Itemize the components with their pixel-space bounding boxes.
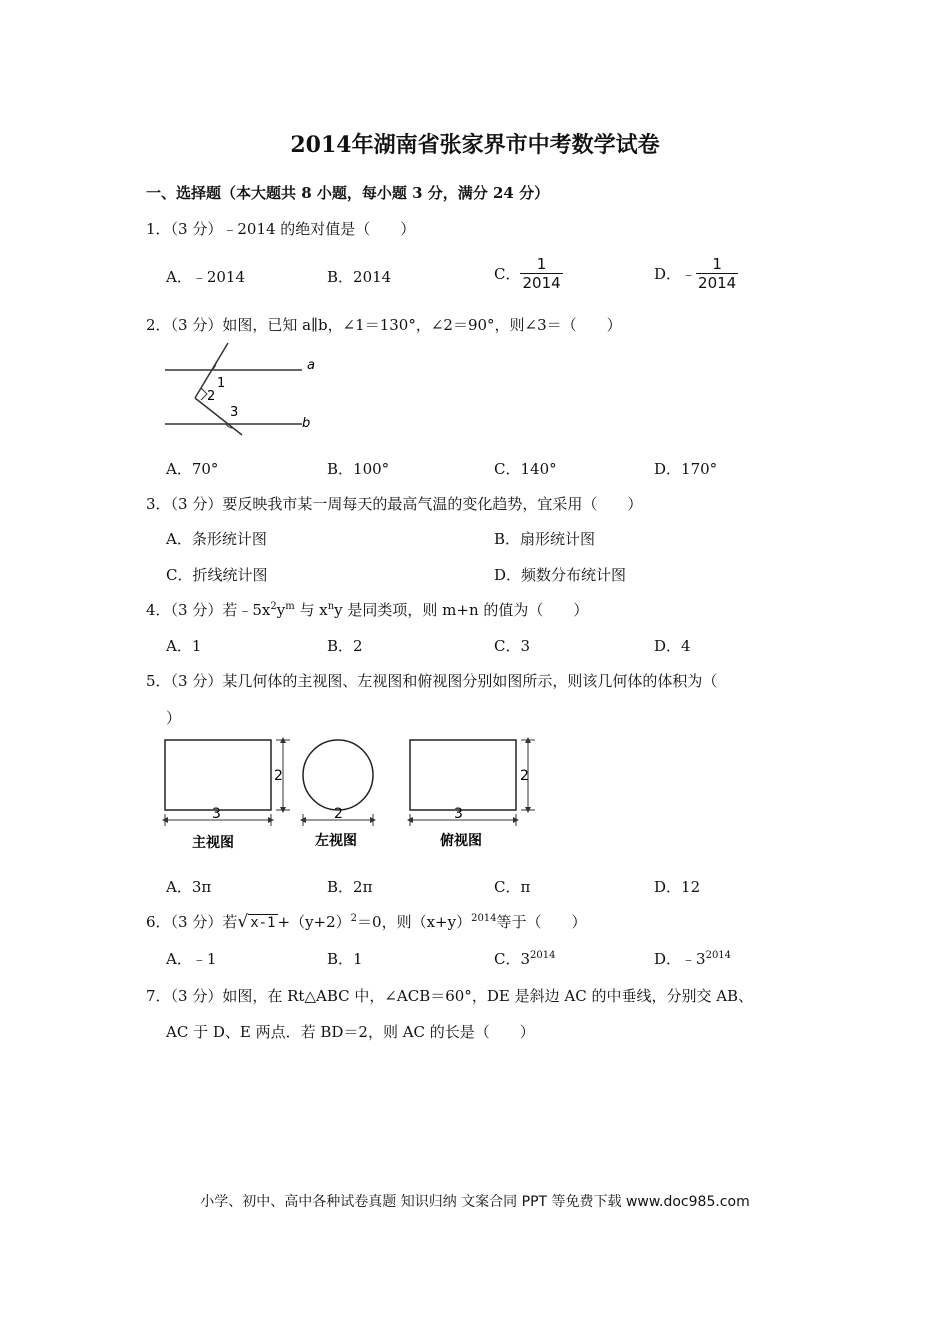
q6-mid: +（y+2） xyxy=(277,913,351,931)
q5-stem: 5．（3 分）某几何体的主视图、左视图和俯视图分别如图所示，则该几何体的体积为（ xyxy=(146,672,718,690)
q4-mid2: 与 x xyxy=(294,601,328,619)
q1-option-c-label: C． xyxy=(494,265,521,283)
top-view-caption: 俯视图 xyxy=(440,833,482,849)
top-view-rect xyxy=(410,740,516,810)
radical-sign: √ xyxy=(237,912,249,932)
label-angle1: 1 xyxy=(217,376,226,391)
main-view-width-label: 3 xyxy=(212,806,221,822)
q6-option-d xyxy=(654,948,731,969)
q5-stem-close: ） xyxy=(166,709,182,727)
q6-mid2: ＝0，则（x+y） xyxy=(357,913,472,931)
page-footer: 小学、初中、高中各种试卷真题 知识归纳 文案合同 PPT 等免费下载 www.doc985.com xyxy=(200,1194,750,1210)
main-view-height-label: 2 xyxy=(274,768,283,784)
q3-option-a: A．条形统计图 xyxy=(166,530,267,548)
q4-stem xyxy=(146,599,588,620)
q4-pre: 4．（3 分）若﹣5x xyxy=(146,601,271,619)
q6-pre: 6．（3 分）若 xyxy=(146,913,238,931)
q5-option-c: C．π xyxy=(494,878,531,896)
q4-exp3: n xyxy=(327,601,335,612)
top-view-width-label: 3 xyxy=(454,806,463,822)
q2-option-b: B．100° xyxy=(327,460,390,478)
q4-exp1: 2 xyxy=(270,601,277,612)
q1-option-d-label: D．﹣ xyxy=(654,265,697,283)
q4-option-b: B．2 xyxy=(327,637,363,655)
q1-d-denominator: 2014 xyxy=(698,274,737,292)
q3-stem: 3．（3 分）要反映我市某一周每天的最高气温的变化趋势，宜采用（ ） xyxy=(146,495,643,513)
main-view-caption: 主视图 xyxy=(192,835,234,851)
q4-mid1: y xyxy=(276,601,286,619)
q6-exp2: 2014 xyxy=(471,913,497,924)
label-angle2: 2 xyxy=(207,389,216,404)
left-view-caption: 左视图 xyxy=(315,833,357,849)
left-view-circle xyxy=(303,740,373,810)
q1-stem: 1．（3 分）﹣2014 的绝对值是（ ） xyxy=(146,220,416,238)
q6-post: 等于（ ） xyxy=(496,913,587,931)
q1-d-numerator: 1 xyxy=(712,255,722,273)
q2-option-a: A．70° xyxy=(166,460,219,478)
q7-stem-line1: 7．（3 分）如图，在 Rt△ABC 中，∠ACB＝60°，DE 是斜边 AC 的中垂线，分别交 AB、 xyxy=(146,987,754,1005)
q1-option-c-fraction xyxy=(520,255,562,292)
q6-option-c-base: C．3 xyxy=(494,950,531,968)
q6-option-d-exp: 2014 xyxy=(705,950,732,961)
q1-c-denominator: 2014 xyxy=(522,274,561,292)
q5-three-views-figure xyxy=(160,732,560,857)
q6-option-a: A．﹣1 xyxy=(166,950,217,968)
q2-option-c: C．140° xyxy=(494,460,557,478)
main-view-rect xyxy=(165,740,271,810)
page-title: 2014年湖南省张家界市中考数学试卷 xyxy=(290,132,660,158)
q7-stem-line2: AC 于 D、E 两点．若 BD＝2，则 AC 的长是（ ） xyxy=(166,1023,535,1041)
q6-stem xyxy=(146,911,587,932)
q4-option-c: C．3 xyxy=(494,637,531,655)
q6-option-b: B．1 xyxy=(327,950,363,968)
q6-radicand: x-1 xyxy=(250,915,276,931)
q4-post: y 是同类项，则 m+n 的值为（ ） xyxy=(334,601,589,619)
q2-stem: 2．（3 分）如图，已知 a∥b，∠1＝130°，∠2＝90°，则∠3＝（ ） xyxy=(146,316,622,334)
q5-option-b: B．2π xyxy=(327,878,373,896)
q6-exp1: 2 xyxy=(350,913,358,924)
q1-option-d xyxy=(654,255,738,292)
q1-option-b: B．2014 xyxy=(327,268,392,286)
q6-option-d-base: D．﹣3 xyxy=(654,950,706,968)
q1-option-c xyxy=(494,255,563,292)
top-view-height-label: 2 xyxy=(520,768,529,784)
label-angle3: 3 xyxy=(230,405,239,420)
q4-option-d: D．4 xyxy=(654,637,691,655)
q4-option-a: A．1 xyxy=(166,637,202,655)
q2-parallel-lines-figure xyxy=(160,340,330,440)
q5-option-a: A．3π xyxy=(166,878,212,896)
label-b: b xyxy=(302,416,311,431)
q5-option-d: D．12 xyxy=(654,878,701,896)
q2-option-d: D．170° xyxy=(654,460,718,478)
q1-option-a: A．﹣2014 xyxy=(166,268,246,286)
q4-exp2: m xyxy=(285,601,295,612)
q6-option-c xyxy=(494,948,555,969)
q3-option-b: B．扇形统计图 xyxy=(494,530,596,548)
q1-c-numerator: 1 xyxy=(536,255,547,273)
q6-option-c-exp: 2014 xyxy=(530,950,556,961)
q3-option-c: C．折线统计图 xyxy=(166,566,268,584)
label-a: a xyxy=(307,358,315,373)
section-heading: 一、选择题（本大题共 8 小题，每小题 3 分，满分 24 分） xyxy=(146,184,550,202)
left-view-diameter-label: 2 xyxy=(334,806,343,822)
q3-option-d: D．频数分布统计图 xyxy=(494,566,627,584)
q1-option-d-fraction xyxy=(696,255,738,292)
